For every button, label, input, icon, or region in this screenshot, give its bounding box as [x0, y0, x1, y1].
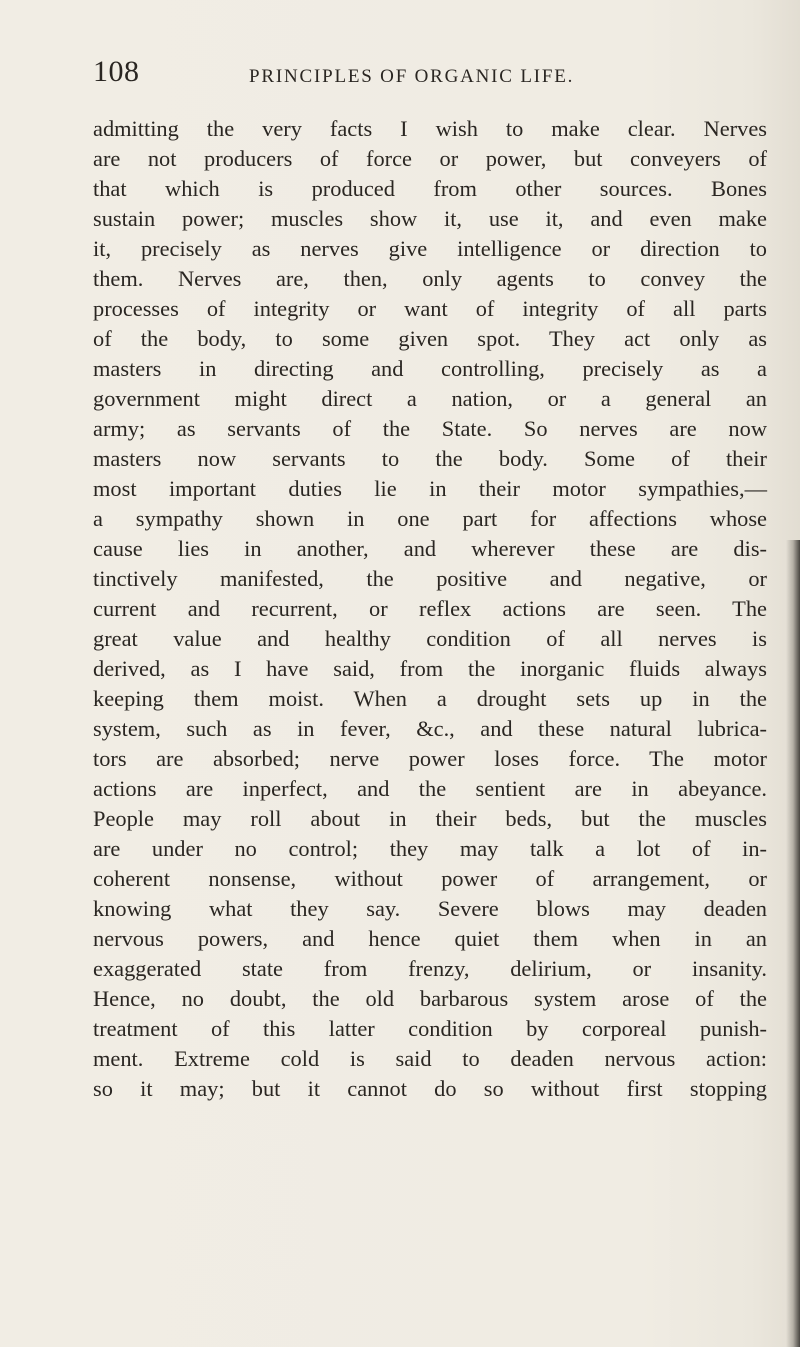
text-line: are under no control; they may talk a lot of in-: [93, 836, 767, 861]
text-line: knowing what they say. Severe blows may deaden: [93, 896, 767, 921]
text-line: are not producers of force or power, but conveyers of: [93, 146, 767, 171]
text-line: great value and healthy condition of all nerves is: [93, 626, 767, 651]
text-line: exaggerated state from frenzy, delirium, or insanity.: [93, 956, 767, 981]
text-line: so it may; but it cannot do so without first stopping: [93, 1076, 767, 1101]
text-line: ment. Extreme cold is said to deaden nervous action:: [93, 1046, 767, 1071]
body-text: [93, 114, 767, 1104]
text-line: nervous powers, and hence quiet them when in an: [93, 926, 767, 951]
text-line: sustain power; muscles show it, use it, and even make: [93, 206, 767, 231]
text-line: actions are inperfect, and the sentient are in abeyance.: [93, 776, 767, 801]
text-line: People may roll about in their beds, but the muscles: [93, 806, 767, 831]
text-line: government might direct a nation, or a general an: [93, 386, 767, 411]
running-head: PRINCIPLES OF ORGANIC LIFE.: [249, 66, 575, 87]
text-line: of the body, to some given spot. They act only as: [93, 326, 767, 351]
page-number: 108: [93, 55, 140, 88]
text-line: Hence, no doubt, the old barbarous system arose of the: [93, 986, 767, 1011]
text-line: cause lies in another, and wherever these are dis-: [93, 536, 767, 561]
text-line: it, precisely as nerves give intelligence or direction to: [93, 236, 767, 261]
text-line: most important duties lie in their motor sympathies,—: [93, 476, 767, 501]
text-line: masters now servants to the body. Some of their: [93, 446, 767, 471]
text-line: tors are absorbed; nerve power loses force. The motor: [93, 746, 767, 771]
text-line: tinctively manifested, the positive and negative, or: [93, 566, 767, 591]
text-line: system, such as in fever, &c., and these natural lubrica-: [93, 716, 767, 741]
text-line: coherent nonsense, without power of arrangement, or: [93, 866, 767, 891]
text-line: derived, as I have said, from the inorganic fluids always: [93, 656, 767, 681]
page-header: [93, 55, 753, 95]
text-line: keeping them moist. When a drought sets up in the: [93, 686, 767, 711]
page-edge-shadow: [786, 540, 800, 1347]
text-line: masters in directing and controlling, precisely as a: [93, 356, 767, 381]
text-line: a sympathy shown in one part for affections whose: [93, 506, 767, 531]
text-line: processes of integrity or want of integrity of all parts: [93, 296, 767, 321]
text-line: treatment of this latter condition by corporeal punish-: [93, 1016, 767, 1041]
text-line: that which is produced from other sources. Bones: [93, 176, 767, 201]
text-line: them. Nerves are, then, only agents to convey the: [93, 266, 767, 291]
text-line: army; as servants of the State. So nerves are now: [93, 416, 767, 441]
text-line: current and recurrent, or reflex actions are seen. The: [93, 596, 767, 621]
text-line: admitting the very facts I wish to make clear. Nerves: [93, 116, 767, 141]
